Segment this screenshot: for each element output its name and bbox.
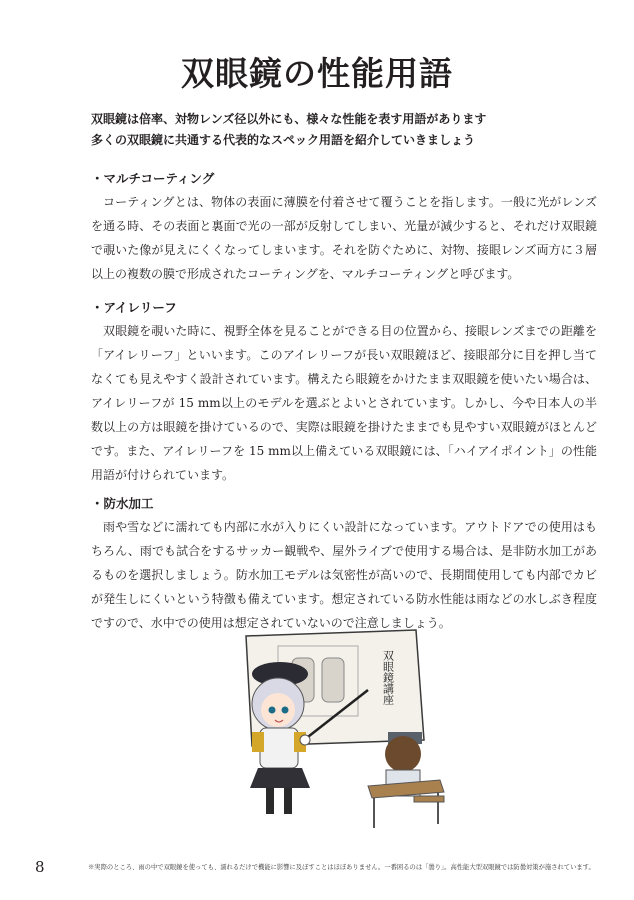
- section-heading: ・アイレリーフ: [91, 300, 177, 315]
- section-heading: ・防水加工: [91, 496, 154, 511]
- section-waterproof: [91, 493, 597, 635]
- page-number: 8: [35, 858, 45, 876]
- section-eye-relief: [91, 297, 597, 487]
- section-body: 雨や雪などに濡れても内部に水が入りにくい設計になっています。アウトドアでの使用はもちろん、雨でも試合をするサッカー観戦や、屋外ライブで使用する場合は、是非防水加工があるものを選択しましょう。防水加工モデルは気密性が高いので、長期間使用しても内部でカビが発生しにくいという特徴も備えています。想定されている防水性能は雨などの水しぶき程度ですので、水中での使用は想定されていないので注意しましょう。: [91, 520, 597, 630]
- footnote: ※実際のところ、雨の中で双眼鏡を使っても、濡れるだけで機能に影響に及ぼすことはほぼありません。一番困るのは「曇り」。高性能大型双眼鏡では防曇対策が施されています。: [88, 864, 595, 871]
- intro-line: 多くの双眼鏡に共通する代表的なスペック用語を紹介していきましょう: [91, 133, 476, 147]
- section-body: コーティングとは、物体の表面に薄膜を付着させて覆うことを指します。一般に光がレンズを通る時、その表面と裏面で光の一部が反射してしまい、光量が減少すると、それだけ双眼鏡で覗いた像が見えにくくなってしまいます。それを防ぐために、対物、接眼レンズ両方に３層以上の複数の膜で形成されたコーティングを、マルチコーティングと呼びます。: [91, 195, 597, 281]
- student-character: [368, 732, 444, 828]
- intro-line: 双眼鏡は倍率、対物レンズ径以外にも、様々な性能を表す用語があります: [91, 112, 487, 126]
- whiteboard-title: 双眼鏡講座: [381, 650, 395, 705]
- section-body: 双眼鏡を覗いた時に、視野全体を見ることができる目の位置から、接眼レンズまでの距離を「アイレリーフ」といいます。このアイレリーフが長い双眼鏡ほど、接眼部分に目を押し当てなくても見えやすく設計されています。構えたら眼鏡をかけたまま双眼鏡を使いたい場合は、アイレリーフが 15 mm以上のモデルを選ぶとよいとされています。しかし、今や日本人の半数以上の方は眼鏡を掛けているので、実際は眼鏡を掛けたままでも見やすい双眼鏡がほとんどです。また、アイレリーフを 15 mm以上備えている双眼鏡には、「ハイアイポイント」の性能用語が付けられています。: [91, 324, 597, 482]
- page-title: 双眼鏡の性能用語: [181, 54, 453, 93]
- section-heading: ・マルチコーティング: [91, 171, 215, 186]
- section-multicoating: [91, 168, 597, 286]
- lecture-illustration: [218, 628, 462, 838]
- intro-block: [91, 109, 551, 151]
